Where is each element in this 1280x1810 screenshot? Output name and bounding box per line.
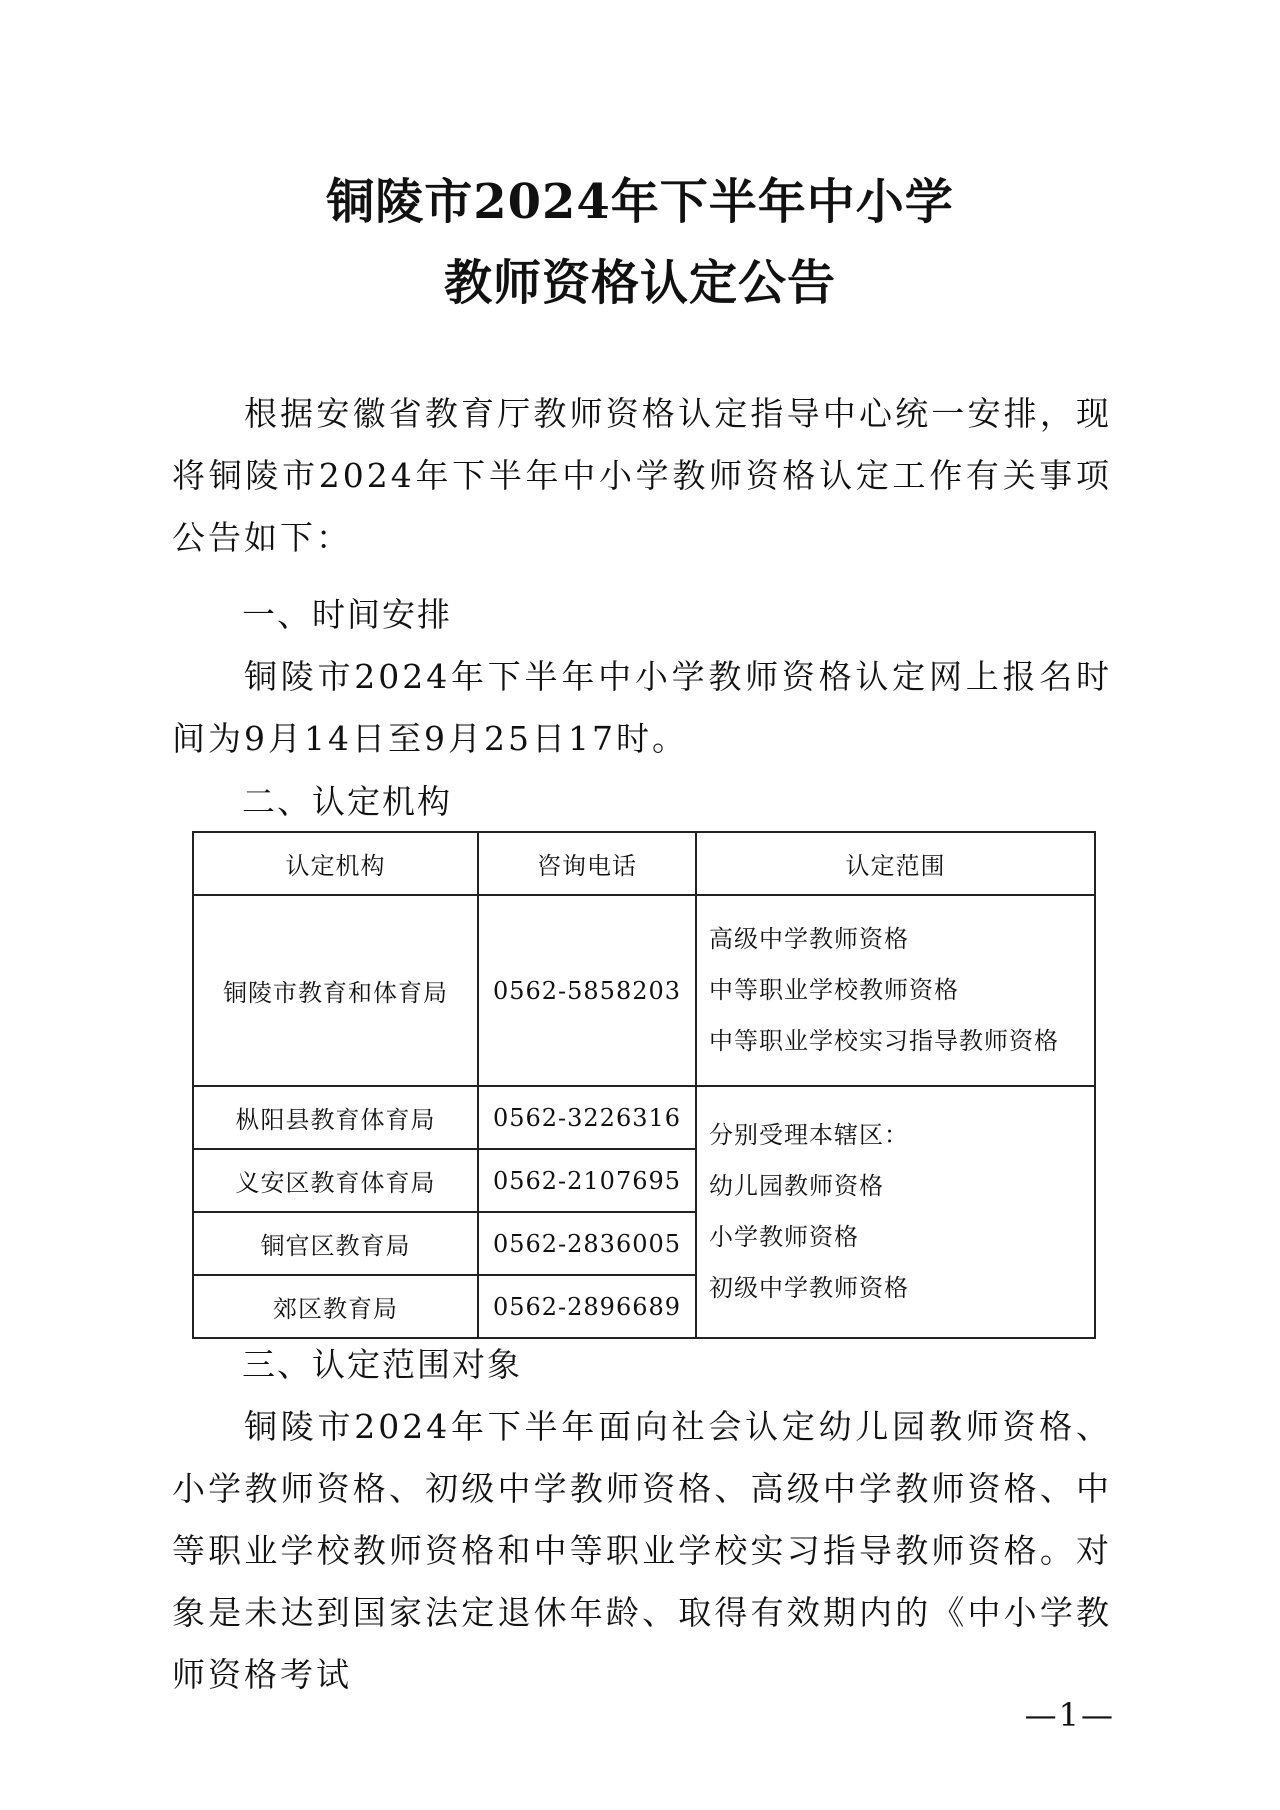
scope-item: 中等职业学校实习指导教师资格 [709, 1027, 1059, 1055]
table-header-scope: 认定范围 [696, 832, 1095, 895]
table-cell-institution: 义安区教育体育局 [193, 1149, 478, 1212]
scope-item: 高级中学教师资格 [709, 925, 909, 953]
scope-item: 分别受理本辖区： [709, 1121, 909, 1149]
table-cell-phone: 0562-2836005 [478, 1212, 696, 1275]
institution-table [192, 831, 1096, 1339]
table-header-phone: 咨询电话 [478, 832, 696, 895]
table-cell-phone: 0562-2107695 [478, 1149, 696, 1212]
table-cell-institution: 郊区教育局 [193, 1275, 478, 1338]
table-cell-phone: 0562-2896689 [478, 1275, 696, 1338]
scope-item: 中等职业学校教师资格 [709, 976, 959, 1004]
scope-item: 幼儿园教师资格 [709, 1172, 884, 1200]
page-number: —1— [1024, 1696, 1115, 1734]
scope-item: 小学教师资格 [709, 1223, 859, 1251]
scope-item: 初级中学教师资格 [709, 1274, 909, 1302]
scope-paragraph: 铜陵市2024年下半年面向社会认定幼儿园教师资格、小学教师资格、初级中学教师资格、高级中学教师资格、中等职业学校教师资格和中等职业学校实习指导教师资格。对象是未达到国家法定退休年龄、取得有效期内的《中小学教师资格考试 [172, 1407, 1112, 1694]
table-cell-institution: 铜官区教育局 [193, 1212, 478, 1275]
table-cell-phone: 0562-5858203 [478, 895, 696, 1086]
table-cell-scope-shared [696, 1086, 1095, 1338]
time-paragraph: 铜陵市2024年下半年中小学教师资格认定网上报名时间为9月14日至9月25日17时。 [172, 657, 1112, 758]
document-title-line1: 铜陵市2024年下半年中小学 [326, 174, 954, 230]
section-heading-scope: 三、认定范围对象 [242, 1345, 522, 1384]
section-heading-institutions: 二、认定机构 [242, 782, 452, 821]
table-row [193, 895, 1095, 1086]
table-cell-scope [696, 895, 1095, 1086]
table-row [193, 1086, 1095, 1149]
section-heading-time: 一、时间安排 [242, 595, 452, 634]
table-header-institution: 认定机构 [193, 832, 478, 895]
intro-paragraph: 根据安徽省教育厅教师资格认定指导中心统一安排，现将铜陵市2024年下半年中小学教师资格认定工作有关事项公告如下： [172, 394, 1112, 557]
document-title-line2: 教师资格认定公告 [443, 255, 836, 311]
table-cell-phone: 0562-3226316 [478, 1086, 696, 1149]
table-cell-institution: 铜陵市教育和体育局 [193, 895, 478, 1086]
table-cell-institution: 枞阳县教育体育局 [193, 1086, 478, 1149]
table-header-row [193, 832, 1095, 895]
